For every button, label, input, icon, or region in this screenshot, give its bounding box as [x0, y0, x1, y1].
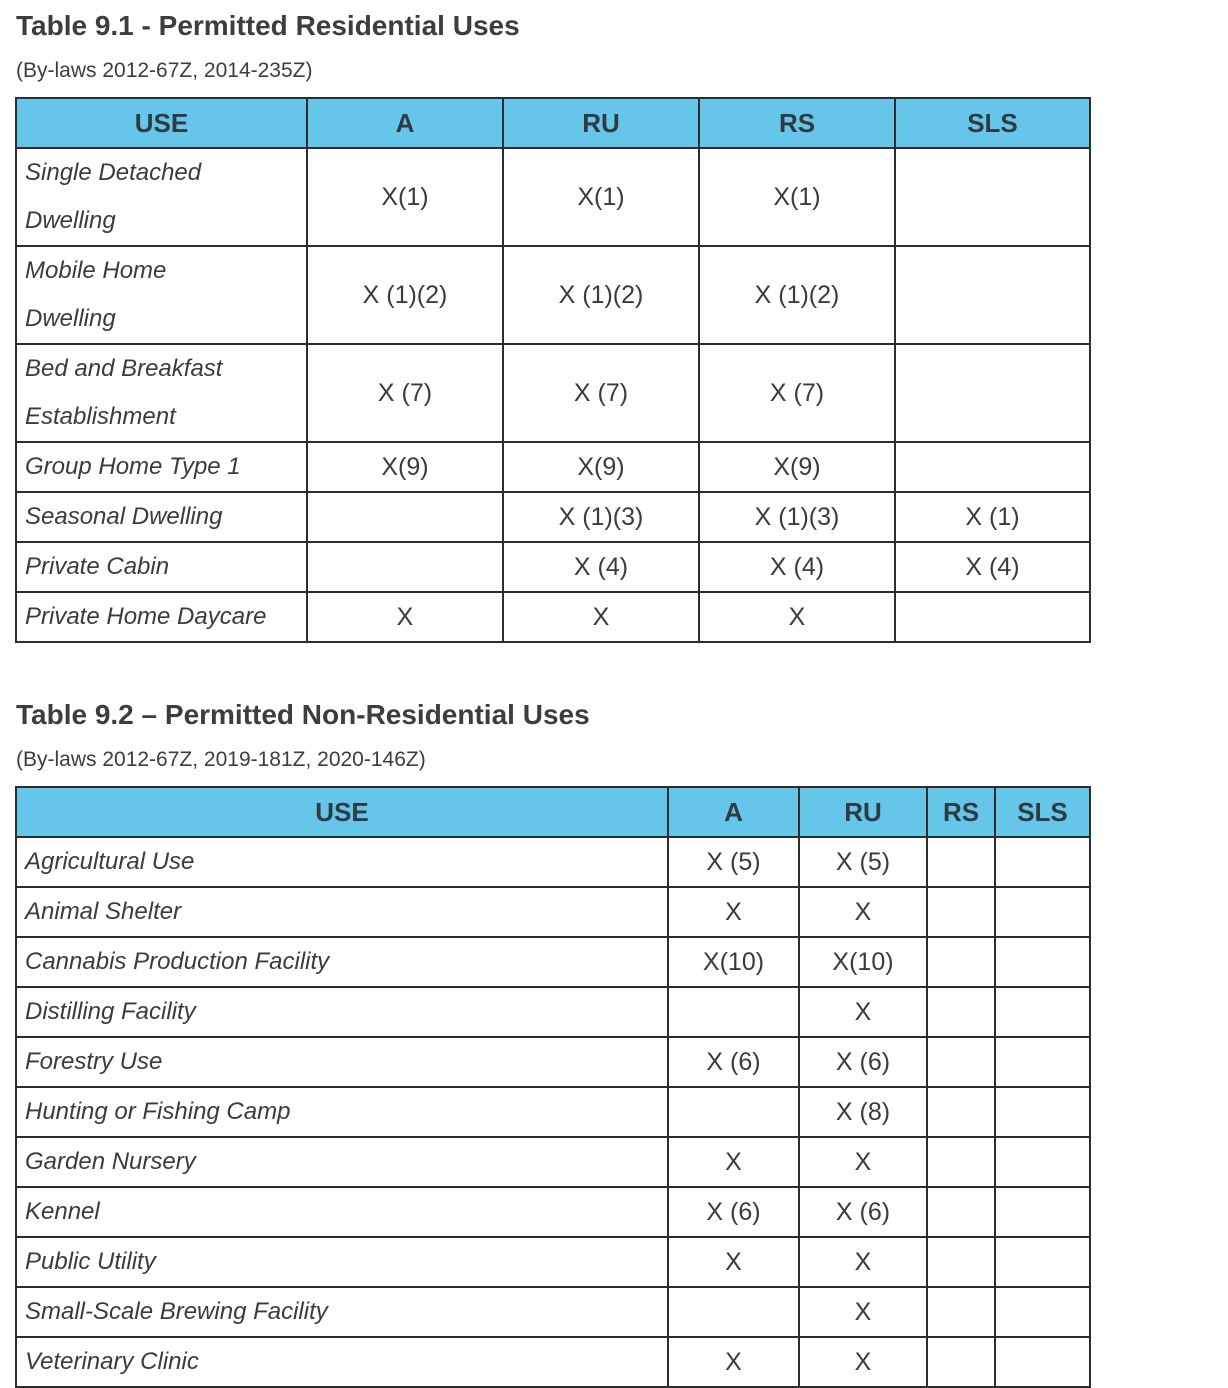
use-label: [16, 1287, 668, 1337]
use-label-text: Private Cabin: [25, 553, 170, 580]
permitted-mark: X: [799, 1237, 927, 1287]
use-label-text: Agricultural Use: [25, 848, 195, 875]
permitted-mark: X (1)(2): [699, 246, 895, 344]
empty-cell: [995, 1187, 1090, 1237]
use-label-text: Seasonal Dwelling: [25, 503, 223, 530]
table-row: [16, 344, 1090, 442]
table-row: [16, 1337, 1090, 1387]
empty-cell: [995, 1087, 1090, 1137]
table-row: [16, 1187, 1090, 1237]
use-label-text: Veterinary Clinic: [25, 1348, 199, 1375]
permitted-mark: X (7): [503, 344, 699, 442]
empty-cell: [895, 246, 1090, 344]
empty-cell: [927, 887, 995, 937]
use-label: [16, 344, 307, 442]
empty-cell: [668, 1087, 799, 1137]
use-label: [16, 1087, 668, 1137]
use-label: [16, 1237, 668, 1287]
permitted-mark: X(9): [307, 442, 503, 492]
empty-cell: [895, 592, 1090, 642]
use-label: [16, 246, 307, 344]
column-header-use: USE: [16, 98, 307, 148]
empty-cell: [895, 442, 1090, 492]
use-label: [16, 837, 668, 887]
permitted-mark: X (5): [668, 837, 799, 887]
empty-cell: [995, 1037, 1090, 1087]
table-row: [16, 246, 1090, 344]
permitted-mark: X (6): [799, 1037, 927, 1087]
permitted-mark: X (6): [668, 1037, 799, 1087]
empty-cell: [927, 1337, 995, 1387]
permitted-mark: X (7): [699, 344, 895, 442]
empty-cell: [307, 492, 503, 542]
use-label: [16, 1137, 668, 1187]
use-label-text: Forestry Use: [25, 1048, 163, 1075]
column-header-sls: SLS: [995, 787, 1090, 837]
permitted-mark: X (4): [895, 542, 1090, 592]
column-header-a: A: [307, 98, 503, 148]
empty-cell: [927, 1037, 995, 1087]
empty-cell: [895, 148, 1090, 246]
permitted-mark: X (6): [668, 1187, 799, 1237]
table-row: [16, 887, 1090, 937]
empty-cell: [927, 1137, 995, 1187]
table-row: [16, 837, 1090, 887]
use-label: [16, 937, 668, 987]
table-body: [16, 837, 1090, 1387]
table-row: [16, 987, 1090, 1037]
permitted-mark: X (4): [503, 542, 699, 592]
use-label-text: Bed and Breakfast Establishment: [25, 355, 223, 430]
permitted-mark: X: [699, 592, 895, 642]
permitted-mark: X (5): [799, 837, 927, 887]
empty-cell: [995, 837, 1090, 887]
table-row: [16, 1287, 1090, 1337]
table-row: [16, 148, 1090, 246]
permitted-mark: X (1)(3): [699, 492, 895, 542]
header-row: [16, 787, 1090, 837]
column-header-sls: SLS: [895, 98, 1090, 148]
permitted-mark: X: [799, 887, 927, 937]
table-row: [16, 442, 1090, 492]
use-label-text: Public Utility: [25, 1248, 156, 1275]
permitted-mark: X (1)(3): [503, 492, 699, 542]
permitted-mark: X(1): [699, 148, 895, 246]
column-header-use: USE: [16, 787, 668, 837]
use-label-text: Private Home Daycare: [25, 603, 267, 630]
table-row: [16, 937, 1090, 987]
use-label: [16, 1187, 668, 1237]
permitted-mark: X (4): [699, 542, 895, 592]
use-label: [16, 1337, 668, 1387]
permitted-mark: X(1): [503, 148, 699, 246]
permitted-mark: X (7): [307, 344, 503, 442]
use-label: [16, 1037, 668, 1087]
permitted-mark: X: [799, 1287, 927, 1337]
table-9-1-bylaws-reference: (By-laws 2012-67Z, 2014-235Z): [16, 59, 313, 82]
use-label: [16, 987, 668, 1037]
table-header: [16, 787, 1090, 837]
permitted-mark: X(10): [799, 937, 927, 987]
use-label: [16, 592, 307, 642]
table-9-1-title: Table 9.1 - Permitted Residential Uses: [16, 10, 520, 41]
non-residential-uses-table: [15, 786, 1091, 1388]
use-label-text: Single Detached Dwelling: [25, 159, 202, 234]
permitted-mark: X(9): [503, 442, 699, 492]
residential-uses-section: [15, 10, 1228, 643]
empty-cell: [927, 1237, 995, 1287]
table-row: [16, 1087, 1090, 1137]
permitted-mark: X(10): [668, 937, 799, 987]
use-label-text: Kennel: [25, 1198, 100, 1225]
non-residential-uses-section: [15, 699, 1228, 1388]
use-label-text: Group Home Type 1: [25, 453, 241, 480]
column-header-rs: RS: [699, 98, 895, 148]
use-label: [16, 148, 307, 246]
empty-cell: [307, 542, 503, 592]
use-label-text: Hunting or Fishing Camp: [25, 1098, 291, 1125]
permitted-mark: X (1)(2): [503, 246, 699, 344]
empty-cell: [668, 987, 799, 1037]
permitted-mark: X: [668, 1337, 799, 1387]
permitted-mark: X: [307, 592, 503, 642]
table-row: [16, 1237, 1090, 1287]
use-label-text: Distilling Facility: [25, 998, 196, 1025]
permitted-mark: X: [799, 987, 927, 1037]
permitted-mark: X(1): [307, 148, 503, 246]
empty-cell: [927, 837, 995, 887]
use-label: [16, 887, 668, 937]
empty-cell: [927, 987, 995, 1037]
table-row: [16, 492, 1090, 542]
column-header-rs: RS: [927, 787, 995, 837]
use-label-text: Cannabis Production Facility: [25, 948, 330, 975]
empty-cell: [668, 1287, 799, 1337]
use-label: [16, 542, 307, 592]
empty-cell: [927, 1187, 995, 1237]
empty-cell: [895, 344, 1090, 442]
empty-cell: [927, 1087, 995, 1137]
empty-cell: [995, 1287, 1090, 1337]
table-row: [16, 1137, 1090, 1187]
use-label-text: Animal Shelter: [25, 898, 182, 925]
header-row: [16, 98, 1090, 148]
permitted-mark: X (1)(2): [307, 246, 503, 344]
permitted-mark: X: [668, 1237, 799, 1287]
permitted-mark: X (1): [895, 492, 1090, 542]
empty-cell: [995, 987, 1090, 1037]
empty-cell: [995, 1237, 1090, 1287]
permitted-mark: X(9): [699, 442, 895, 492]
empty-cell: [995, 937, 1090, 987]
empty-cell: [927, 937, 995, 987]
use-label-text: Small-Scale Brewing Facility: [25, 1298, 328, 1325]
table-row: [16, 592, 1090, 642]
empty-cell: [995, 1337, 1090, 1387]
permitted-mark: X: [668, 1137, 799, 1187]
table-row: [16, 542, 1090, 592]
column-header-ru: RU: [503, 98, 699, 148]
table-9-2-bylaws-reference: (By-laws 2012-67Z, 2019-181Z, 2020-146Z): [16, 748, 426, 771]
permitted-mark: X: [799, 1137, 927, 1187]
use-label-text: Mobile Home Dwelling: [25, 257, 167, 332]
permitted-mark: X (8): [799, 1087, 927, 1137]
empty-cell: [927, 1287, 995, 1337]
empty-cell: [995, 887, 1090, 937]
empty-cell: [995, 1137, 1090, 1187]
use-label: [16, 492, 307, 542]
use-label-text: Garden Nursery: [25, 1148, 196, 1175]
permitted-mark: X: [799, 1337, 927, 1387]
permitted-mark: X: [668, 887, 799, 937]
table-row: [16, 1037, 1090, 1087]
use-label: [16, 442, 307, 492]
table-header: [16, 98, 1090, 148]
permitted-mark: X: [503, 592, 699, 642]
column-header-a: A: [668, 787, 799, 837]
permitted-mark: X (6): [799, 1187, 927, 1237]
column-header-ru: RU: [799, 787, 927, 837]
table-9-2-title: Table 9.2 – Permitted Non-Residential Uses: [16, 699, 590, 730]
table-body: [16, 148, 1090, 642]
residential-uses-table: [15, 97, 1091, 643]
